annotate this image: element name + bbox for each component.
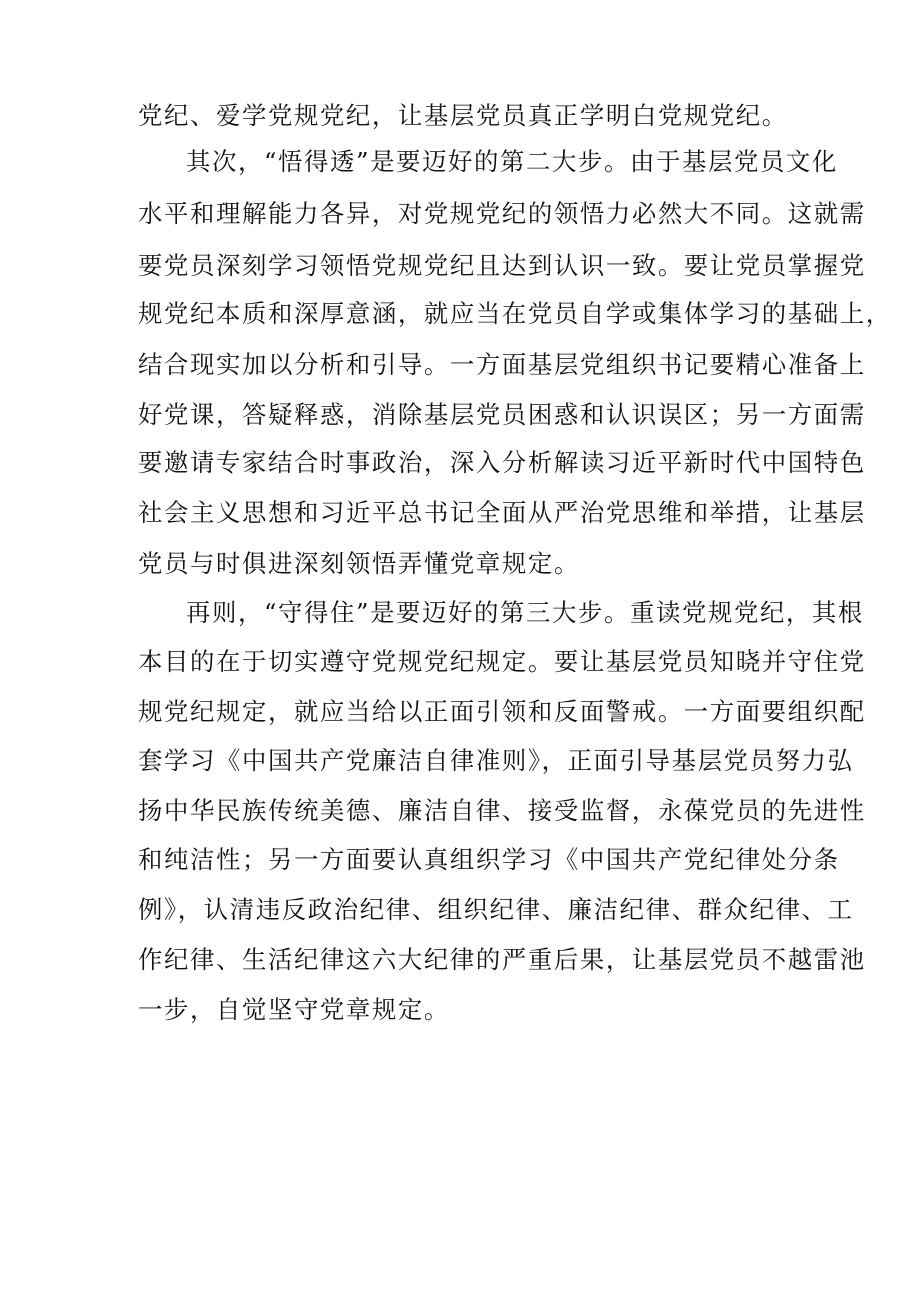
paragraph-third-step-start: 再则，“守得住”是要迈好的第三大步。重读党规党纪，其根 xyxy=(186,598,864,627)
text-line: 和纯洁性；另一方面要认真组织学习《中国共产党纪律处分条 xyxy=(138,845,840,874)
text-line: 例》，认清违反政治纪律、组织纪律、廉洁纪律、群众纪律、工 xyxy=(138,895,854,924)
text-line: 一步，自觉坚守党章规定。 xyxy=(138,995,450,1024)
text-line: 党员与时俱进深刻领悟弄懂党章规定。 xyxy=(138,549,580,578)
text-line: 套学习《中国共产党廉洁自律准则》，正面引导基层党员努力弘 xyxy=(138,746,854,775)
text-line: 作纪律、生活纪律这六大纪律的严重后果，让基层党员不越雷池 xyxy=(138,945,866,974)
text-line: 要邀请专家结合时事政治，深入分析解读习近平新时代中国特色 xyxy=(138,448,866,477)
paragraph-second-step-start: 其次，“悟得透”是要迈好的第二大步。由于基层党员文化 xyxy=(186,147,838,176)
text-line: 扬中华民族传统美德、廉洁自律、接受监督，永葆党员的先进性 xyxy=(138,796,866,825)
text-line: 结合现实加以分析和引导。一方面基层党组织书记要精心准备上 xyxy=(138,350,866,379)
text-line: 规党纪规定，就应当给以正面引领和反面警戒。一方面要组织配 xyxy=(138,697,866,726)
text-line: 社会主义思想和习近平总书记全面从严治党思维和举措，让基层 xyxy=(138,498,866,527)
text-line: 规党纪本质和深厚意涵，就应当在党员自学或集体学习的基础上， xyxy=(138,299,892,328)
text-line: 党纪、爱学党规党纪，让基层党员真正学明白党规党纪。 xyxy=(138,101,788,130)
text-line: 本目的在于切实遵守党规党纪规定。要让基层党员知晓并守住党 xyxy=(138,647,866,676)
text-line: 好党课，答疑释惑，消除基层党员困惑和认识误区；另一方面需 xyxy=(138,400,866,429)
text-line: 水平和理解能力各异，对党规党纪的领悟力必然大不同。这就需 xyxy=(138,199,866,228)
text-line: 要党员深刻学习领悟党规党纪且达到认识一致。要让党员掌握党 xyxy=(138,251,866,280)
